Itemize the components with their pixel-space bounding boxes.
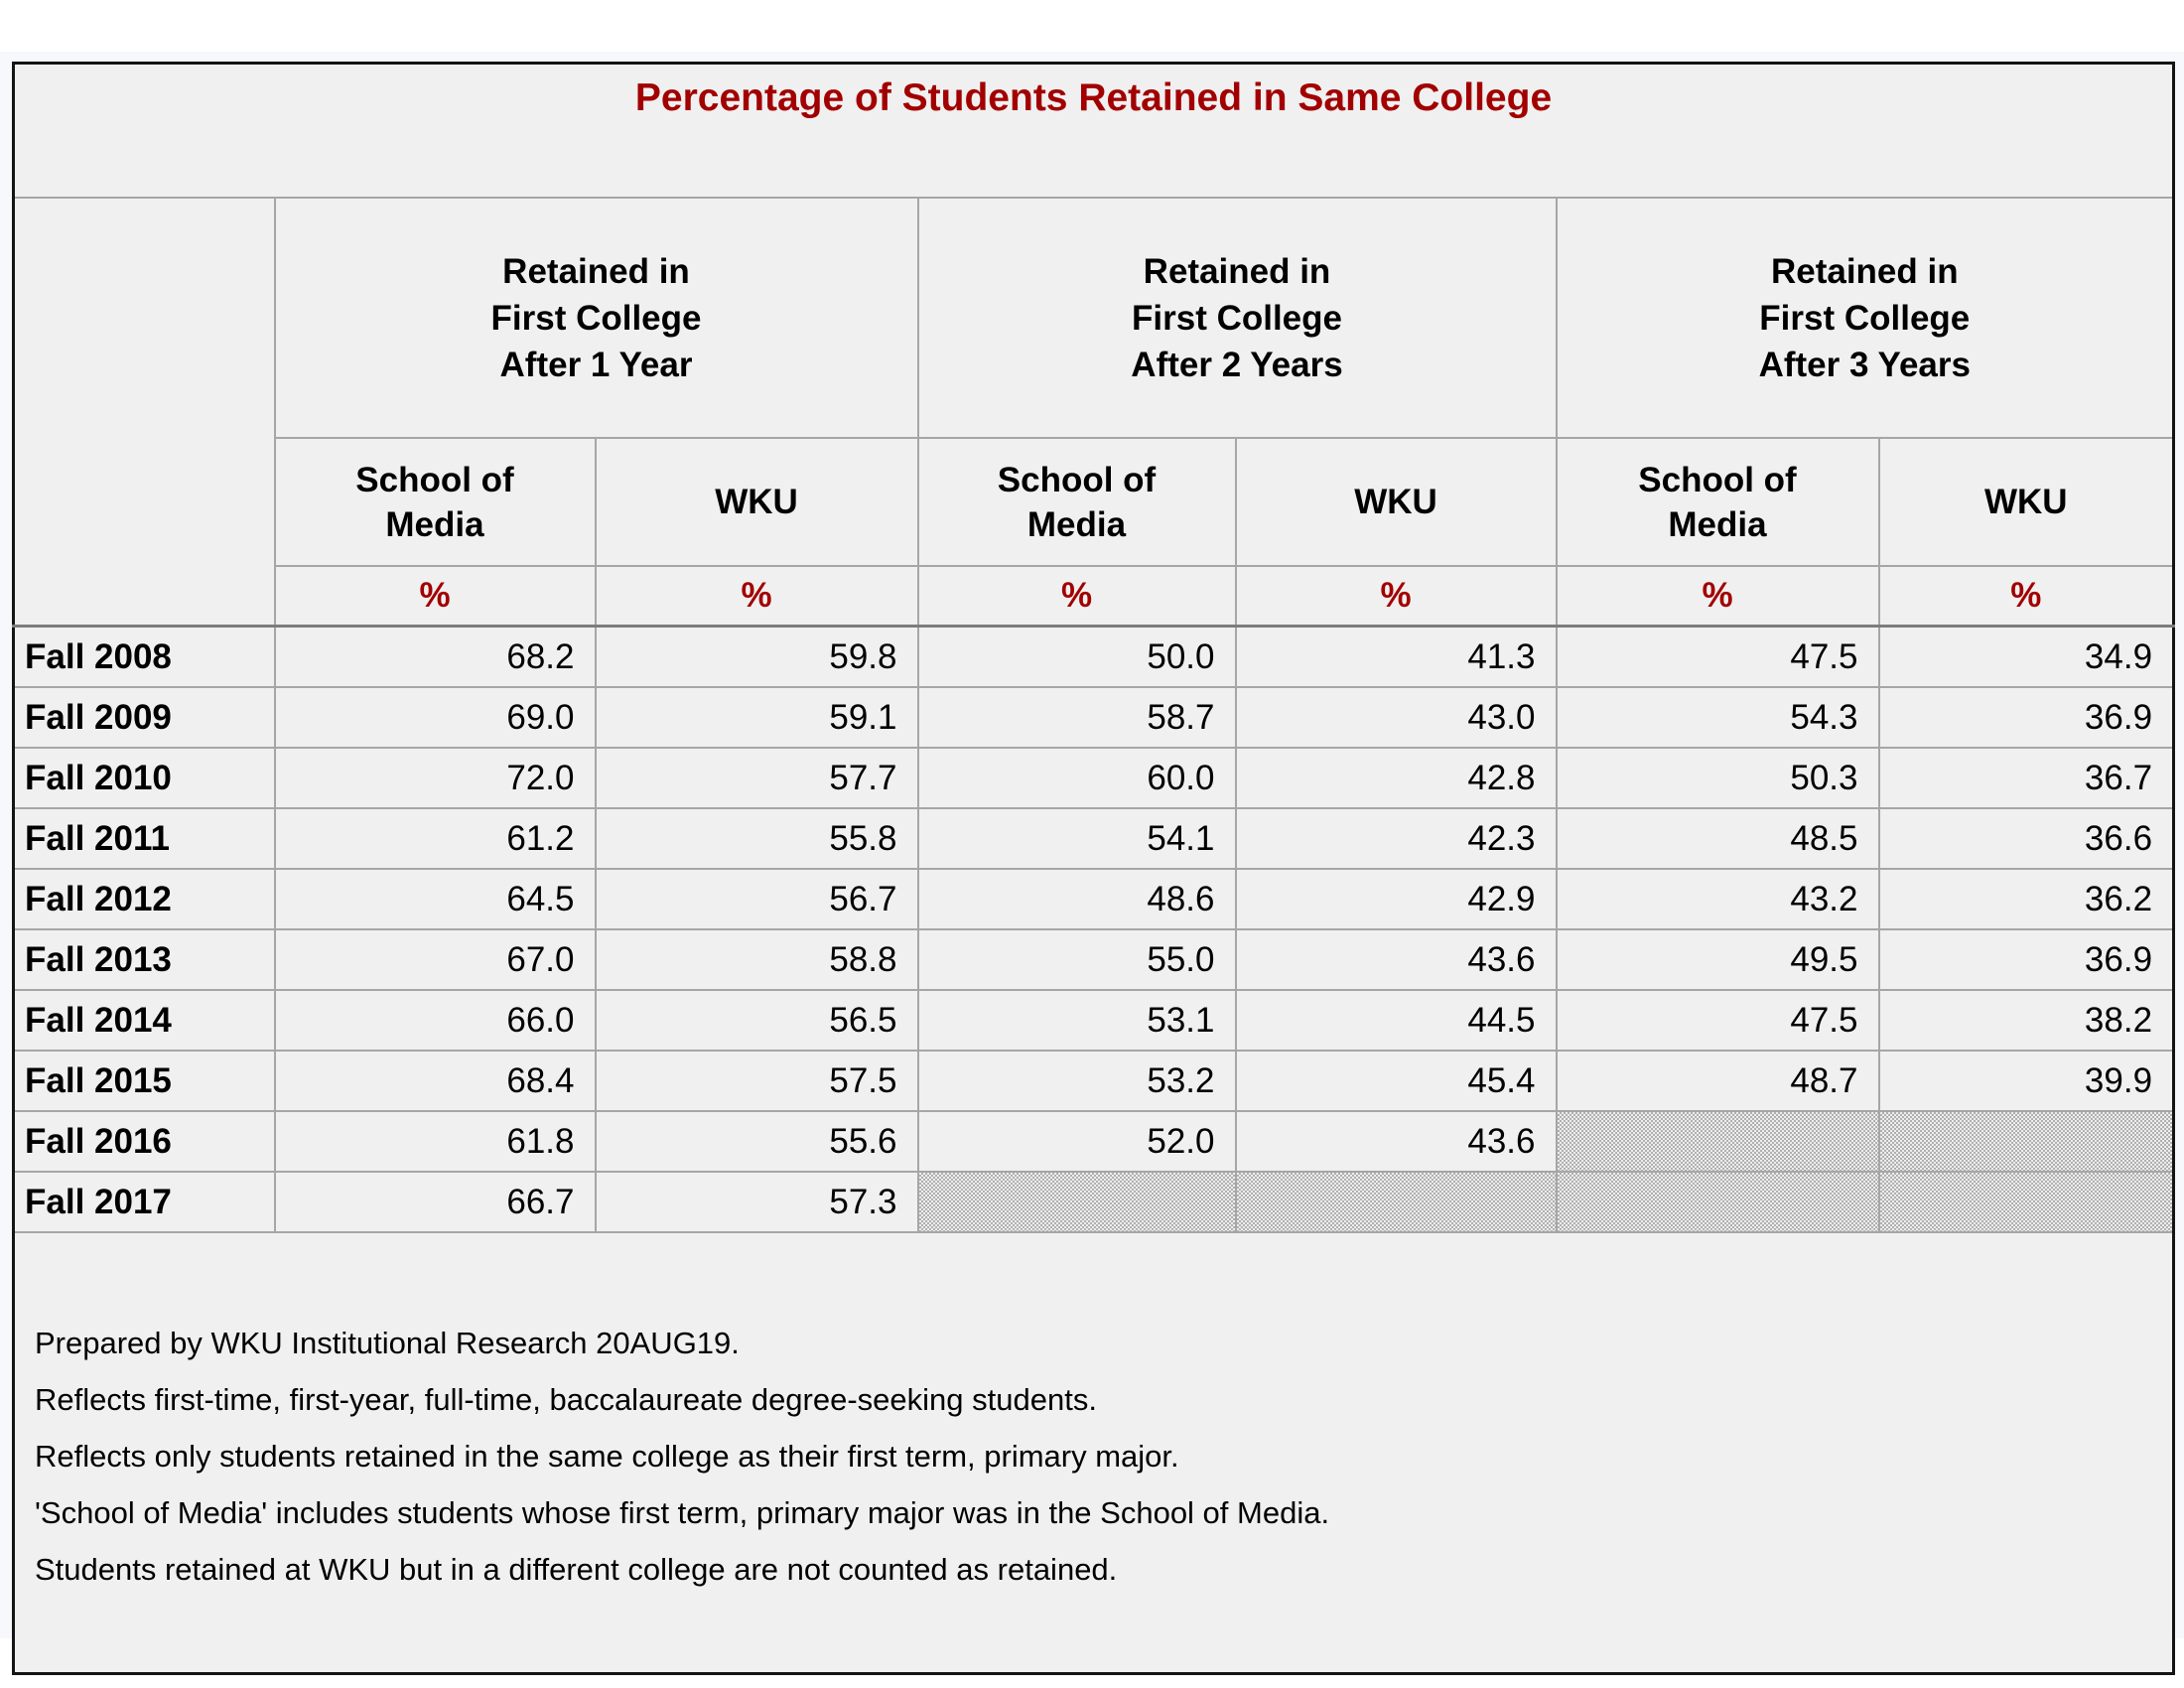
footnote-2: Reflects first-time, first-year, full-time, baccalaureate degree-seeking students. (35, 1382, 1097, 1417)
value-cell: 58.8 (596, 929, 918, 990)
year-cell: Fall 2008 (14, 627, 275, 688)
footnotes (14, 1232, 2174, 1674)
year-cell: Fall 2013 (14, 929, 275, 990)
value-cell: 36.7 (1879, 748, 2174, 808)
value-cell: 36.9 (1879, 929, 2174, 990)
page-title: Percentage of Students Retained in Same College (14, 64, 2174, 199)
year-cell: Fall 2015 (14, 1051, 275, 1111)
table-row (14, 869, 2174, 929)
percent-header: % (918, 566, 1236, 627)
no-data-cell (1557, 1172, 1879, 1232)
value-cell: 49.5 (1557, 929, 1879, 990)
value-cell: 59.1 (596, 687, 918, 748)
group-line: After 3 Years (1758, 345, 1971, 384)
subheader-line: School of (355, 460, 514, 499)
footnote-5: Students retained at WKU but in a different college are not counted as retained. (35, 1552, 1118, 1587)
group-line: After 1 Year (499, 345, 693, 384)
value-cell: 34.9 (1879, 627, 2174, 688)
year-cell: Fall 2010 (14, 748, 275, 808)
table-row (14, 990, 2174, 1051)
value-cell: 48.7 (1557, 1051, 1879, 1111)
group-header-after-2-years (918, 198, 1557, 438)
footnote-3: Reflects only students retained in the same college as their first term, primary major. (35, 1439, 1179, 1474)
no-data-cell (1879, 1111, 2174, 1172)
group-header-after-1-year (275, 198, 918, 438)
value-cell: 61.2 (275, 808, 596, 869)
value-cell: 47.5 (1557, 990, 1879, 1051)
subheader-line: Media (385, 504, 484, 544)
value-cell: 43.0 (1236, 687, 1557, 748)
value-cell: 68.4 (275, 1051, 596, 1111)
subheader-line: School of (997, 460, 1157, 499)
value-cell: 58.7 (918, 687, 1236, 748)
value-cell: 68.2 (275, 627, 596, 688)
value-cell: 38.2 (1879, 990, 2174, 1051)
title-row (14, 64, 2174, 199)
subheader-wku: WKU (1236, 438, 1557, 566)
percent-header: % (1236, 566, 1557, 627)
value-cell: 36.2 (1879, 869, 2174, 929)
value-cell: 36.6 (1879, 808, 2174, 869)
value-cell: 66.7 (275, 1172, 596, 1232)
percent-header: % (1557, 566, 1879, 627)
value-cell: 39.9 (1879, 1051, 2174, 1111)
value-cell: 55.6 (596, 1111, 918, 1172)
value-cell: 43.6 (1236, 1111, 1557, 1172)
value-cell: 53.1 (918, 990, 1236, 1051)
year-cell: Fall 2009 (14, 687, 275, 748)
percent-header: % (596, 566, 918, 627)
value-cell: 55.0 (918, 929, 1236, 990)
value-cell: 41.3 (1236, 627, 1557, 688)
value-cell: 42.9 (1236, 869, 1557, 929)
subheader-school-of-media (1557, 438, 1879, 566)
value-cell: 59.8 (596, 627, 918, 688)
table-row (14, 627, 2174, 688)
no-data-cell (1236, 1172, 1557, 1232)
value-cell: 47.5 (1557, 627, 1879, 688)
value-cell: 60.0 (918, 748, 1236, 808)
subheader-school-of-media (275, 438, 596, 566)
corner-cell (14, 198, 275, 627)
year-cell: Fall 2016 (14, 1111, 275, 1172)
group-line: After 2 Years (1131, 345, 1343, 384)
value-cell: 43.2 (1557, 869, 1879, 929)
footnote-4: 'School of Media' includes students whose first term, primary major was in the School of Media. (35, 1495, 1330, 1530)
no-data-cell (1879, 1172, 2174, 1232)
value-cell: 43.6 (1236, 929, 1557, 990)
year-cell: Fall 2014 (14, 990, 275, 1051)
table-row (14, 929, 2174, 990)
value-cell: 69.0 (275, 687, 596, 748)
value-cell: 57.7 (596, 748, 918, 808)
year-cell: Fall 2017 (14, 1172, 275, 1232)
value-cell: 54.1 (918, 808, 1236, 869)
value-cell: 55.8 (596, 808, 918, 869)
group-line: Retained in (1770, 251, 1959, 291)
value-cell: 52.0 (918, 1111, 1236, 1172)
value-cell: 56.7 (596, 869, 918, 929)
subheader-wku: WKU (596, 438, 918, 566)
value-cell: 54.3 (1557, 687, 1879, 748)
value-cell: 48.5 (1557, 808, 1879, 869)
value-cell: 42.8 (1236, 748, 1557, 808)
value-cell: 66.0 (275, 990, 596, 1051)
value-cell: 50.3 (1557, 748, 1879, 808)
table-row (14, 1172, 2174, 1232)
table-row (14, 687, 2174, 748)
no-data-cell (918, 1172, 1236, 1232)
value-cell: 42.3 (1236, 808, 1557, 869)
group-header-after-3-years (1557, 198, 2174, 438)
value-cell: 48.6 (918, 869, 1236, 929)
subheader-line: School of (1638, 460, 1797, 499)
retention-table (12, 62, 2175, 1675)
value-cell: 56.5 (596, 990, 918, 1051)
value-cell: 67.0 (275, 929, 596, 990)
footnote-1: Prepared by WKU Institutional Research 20AUG19. (35, 1326, 740, 1360)
group-line: Retained in (1143, 251, 1331, 291)
value-cell: 64.5 (275, 869, 596, 929)
group-line: First College (1132, 298, 1342, 338)
subheader-line: Media (1668, 504, 1767, 544)
value-cell: 61.8 (275, 1111, 596, 1172)
percent-header: % (275, 566, 596, 627)
subheader-wku: WKU (1879, 438, 2174, 566)
value-cell: 50.0 (918, 627, 1236, 688)
value-cell: 53.2 (918, 1051, 1236, 1111)
table-row (14, 808, 2174, 869)
year-cell: Fall 2012 (14, 869, 275, 929)
value-cell: 57.5 (596, 1051, 918, 1111)
value-cell: 44.5 (1236, 990, 1557, 1051)
group-line: Retained in (502, 251, 690, 291)
subheader-school-of-media (918, 438, 1236, 566)
percent-header-row (14, 566, 2174, 627)
value-cell: 57.3 (596, 1172, 918, 1232)
group-line: First College (1759, 298, 1971, 338)
value-cell: 72.0 (275, 748, 596, 808)
group-header-row (14, 198, 2174, 438)
subheader-line: Media (1026, 504, 1127, 544)
table-row (14, 1051, 2174, 1111)
subheader-row (14, 438, 2174, 566)
value-cell: 45.4 (1236, 1051, 1557, 1111)
group-line: First College (490, 298, 702, 338)
footnotes-row (14, 1232, 2174, 1674)
percent-header: % (1879, 566, 2174, 627)
table-row (14, 748, 2174, 808)
table-row (14, 1111, 2174, 1172)
value-cell: 36.9 (1879, 687, 2174, 748)
year-cell: Fall 2011 (14, 808, 275, 869)
no-data-cell (1557, 1111, 1879, 1172)
